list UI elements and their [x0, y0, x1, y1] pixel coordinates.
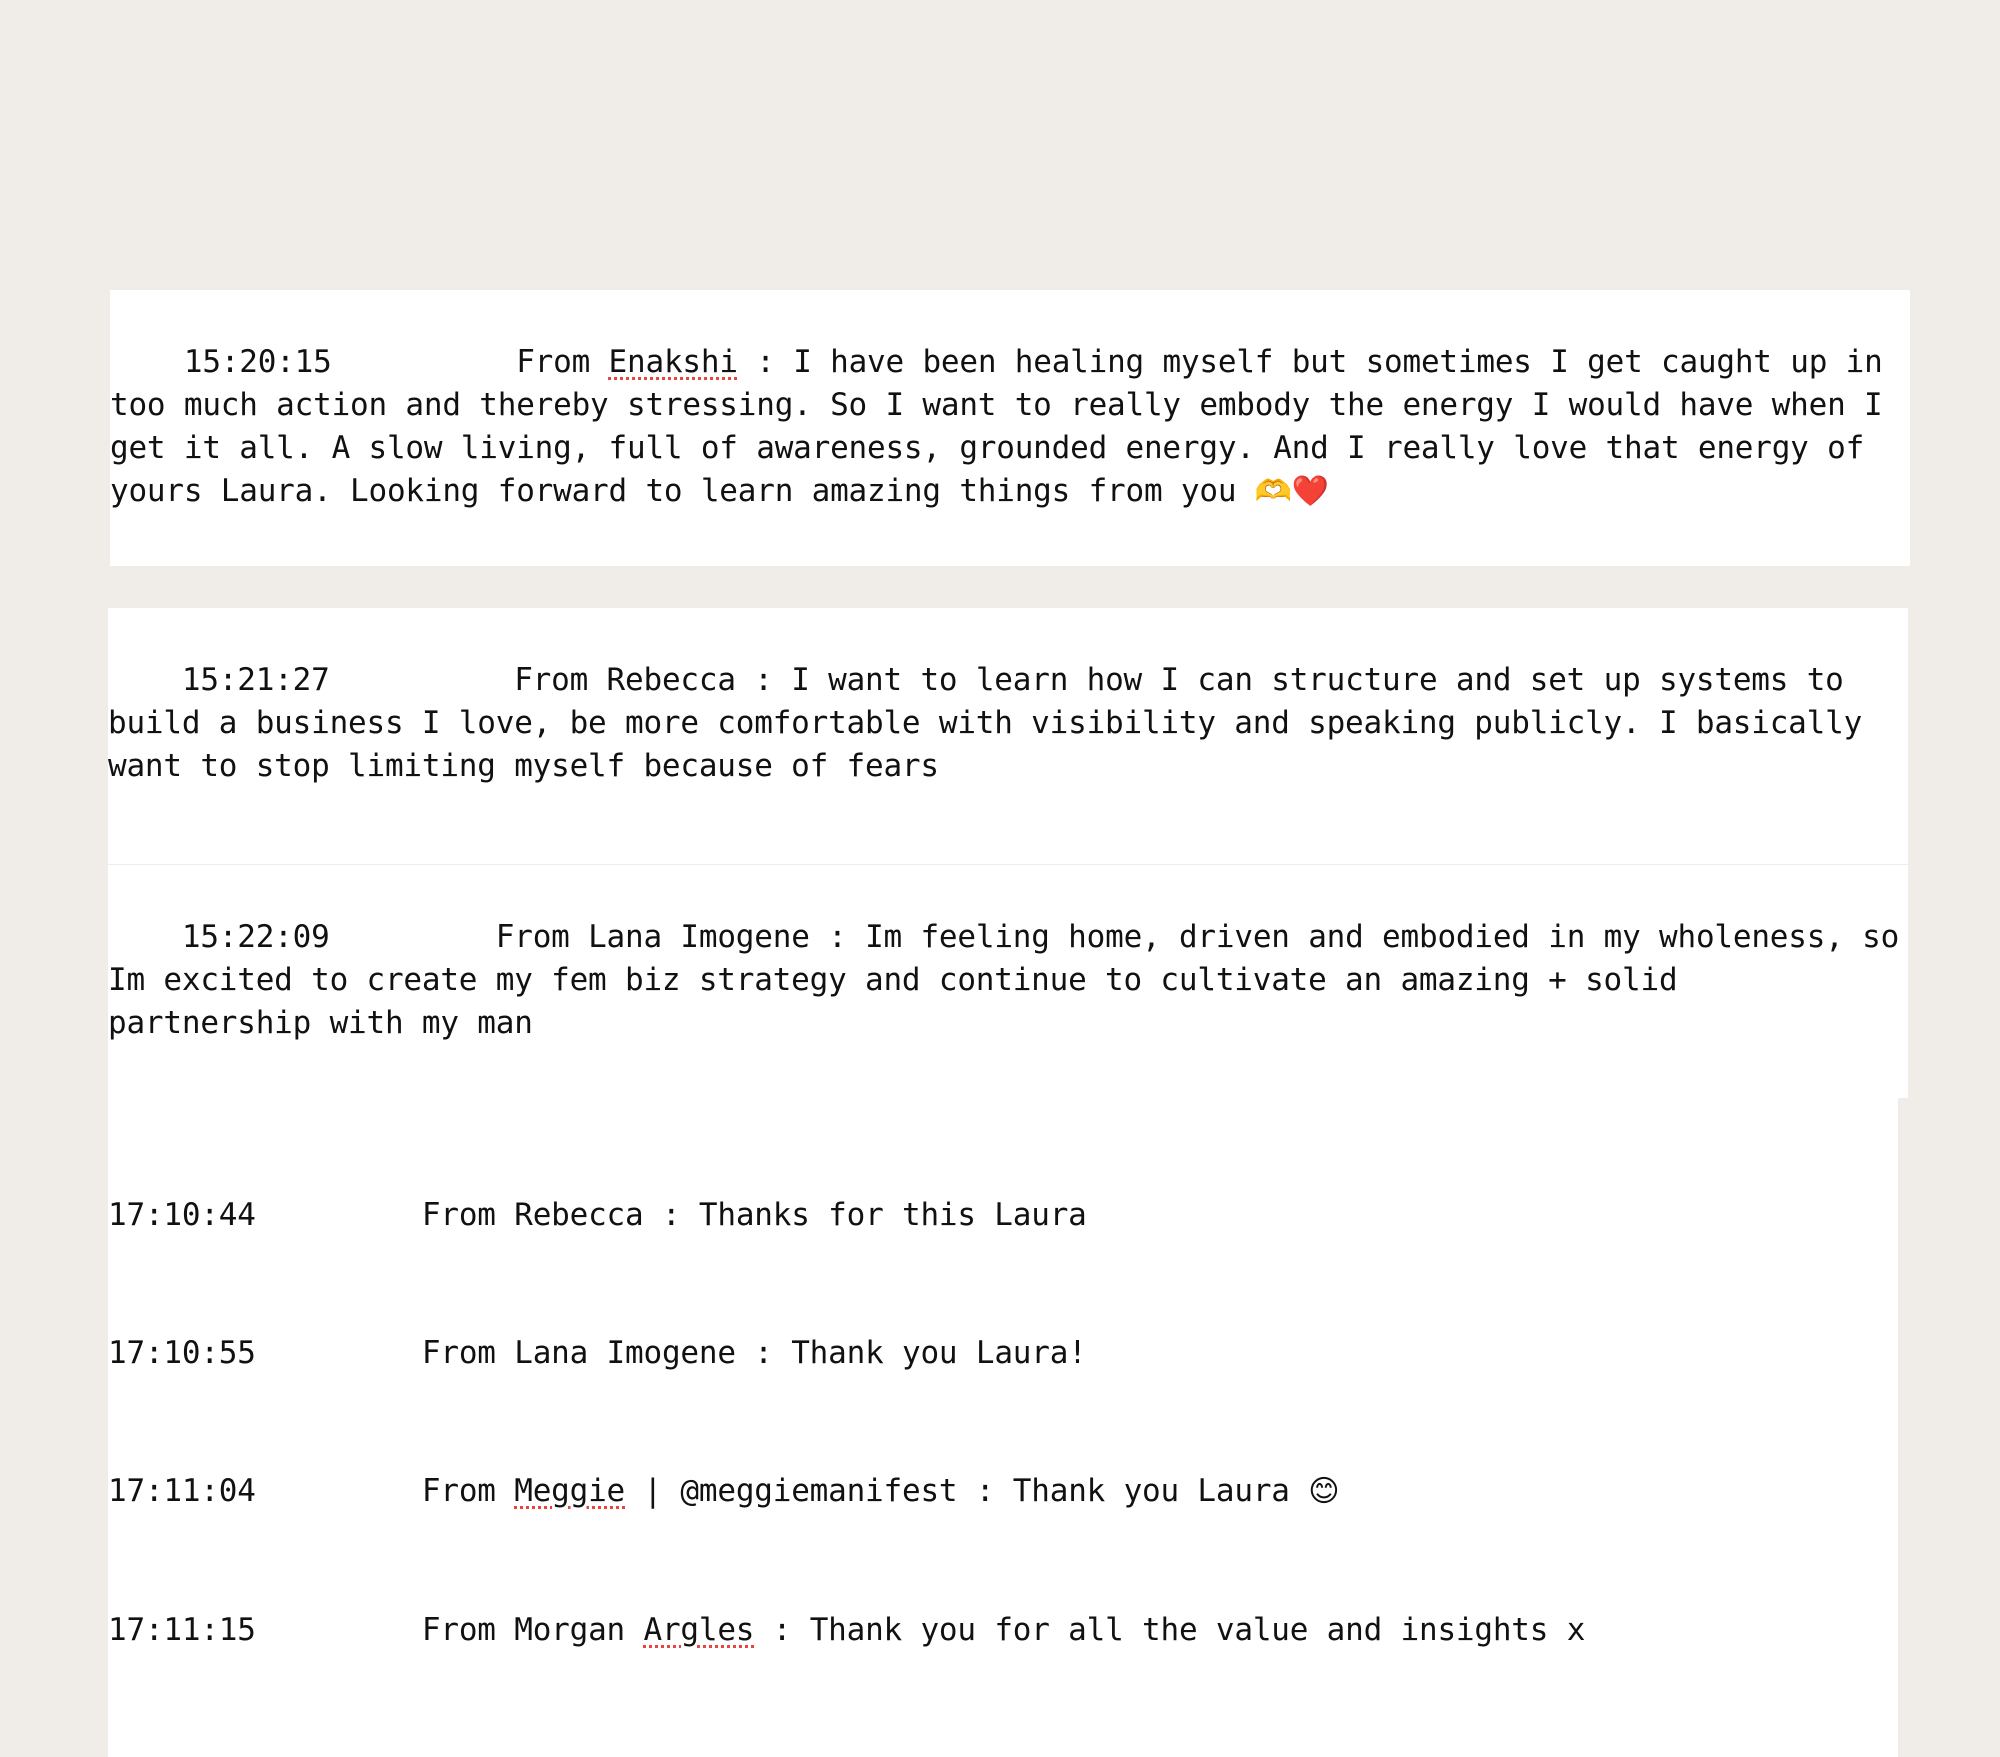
- message-sender: Lana Imogene: [588, 919, 810, 955]
- message-sender-suffix: | @meggiemanifest: [625, 1473, 958, 1509]
- message-timestamp: 15:22:09: [181, 919, 330, 955]
- chat-row: [108, 1330, 1898, 1376]
- message-timestamp: 17:11:15: [108, 1612, 256, 1648]
- message-from-label: From: [421, 1197, 496, 1233]
- message-text: Thanks for this Laura: [698, 1197, 1087, 1233]
- message-from-label: From: [514, 662, 589, 698]
- chat-row: [108, 1607, 1898, 1653]
- message-text: I have been healing myself but sometimes I get caught up in too much action and thereby stressing. So I want to really embody the energy I would have when I get it all. A slow living, full of awareness, grounded energy. And I really love that energy of yours Laura. Looking forward to learn amazing things from you: [110, 344, 1902, 509]
- message-timestamp: 17:10:55: [108, 1335, 256, 1371]
- message-gap: [256, 1197, 422, 1233]
- message-timestamp: 17:10:44: [108, 1197, 256, 1233]
- message-sender-prefix: Morgan: [514, 1612, 644, 1648]
- message-sender: Argles: [643, 1612, 755, 1648]
- chat-row: [108, 1192, 1898, 1238]
- message-text: Thank you Laura!: [791, 1335, 1087, 1371]
- message-from-label: From: [421, 1612, 496, 1648]
- chat-message-block-thanks: [108, 1090, 1898, 1757]
- message-text: I want to learn how I can structure and set up systems to build a business I love, be more comfortable with visibility and speaking publicly. I basically want to stop limiting myself because of fears: [108, 662, 1881, 784]
- message-emoji: 😊: [1308, 1474, 1340, 1509]
- message-text: Thank you for all the value and insights x: [809, 1612, 1586, 1648]
- clipped-previous-line: [108, 838, 1908, 864]
- message-timestamp: 15:20:15: [183, 344, 332, 380]
- message-separator: :: [772, 1612, 792, 1648]
- message-from-label: From: [421, 1473, 496, 1509]
- message-separator: :: [661, 1197, 681, 1233]
- message-gap: [256, 1335, 422, 1371]
- message-separator: :: [754, 1335, 773, 1371]
- message-sender: Rebecca: [514, 1197, 644, 1233]
- message-timestamp: 15:21:27: [181, 662, 330, 698]
- chat-message-block: [108, 865, 1918, 1098]
- chat-row: [108, 1468, 1898, 1515]
- message-separator: :: [754, 662, 773, 698]
- message-gap: [256, 1612, 422, 1648]
- message-text: Thank you Laura: [1012, 1473, 1290, 1509]
- message-timestamp: 17:11:04: [108, 1473, 256, 1509]
- message-gap: [330, 919, 496, 955]
- message-gap: [330, 662, 515, 698]
- message-gap: [332, 344, 517, 380]
- clipped-line-text: [108, 838, 1908, 859]
- chat-message-block: [108, 608, 1908, 841]
- message-emoji: 🫶❤️: [1254, 474, 1330, 509]
- message-sender: Enakshi: [608, 344, 738, 380]
- chat-message-block: [110, 290, 1910, 566]
- message-from-label: From: [516, 344, 591, 380]
- message-sender: Rebecca: [606, 662, 736, 698]
- message-sender: Meggie: [514, 1473, 626, 1509]
- message-from-label: From: [495, 919, 570, 955]
- message-gap: [256, 1473, 422, 1509]
- message-separator: :: [756, 344, 775, 380]
- message-sender: Lana Imogene: [514, 1335, 736, 1371]
- message-from-label: From: [421, 1335, 496, 1371]
- message-text: Im feeling home, driven and embodied in my wholeness, so Im excited to create my fem biz strategy and continue to cultivate an amazing + solid partnership with my man: [108, 919, 1918, 1041]
- message-separator: :: [828, 919, 847, 955]
- message-separator: :: [975, 1473, 995, 1509]
